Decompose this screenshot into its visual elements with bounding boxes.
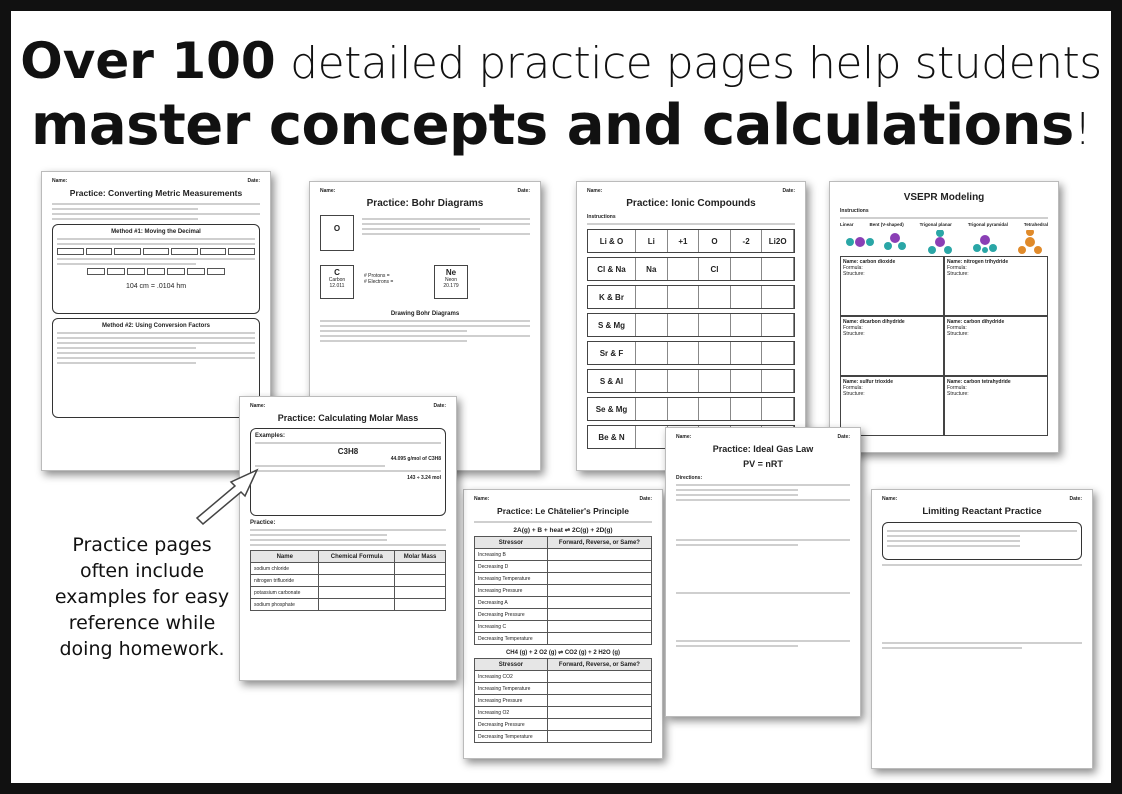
element-symbol: Ne: [445, 268, 457, 277]
elements-cell: S & Mg: [588, 314, 636, 336]
table-cell: Decreasing Pressure: [475, 609, 548, 621]
structure-label: Structure:: [843, 271, 865, 277]
table-cell: Decreasing A: [475, 597, 548, 609]
answer-text: 104 cm = .0104 hm: [125, 283, 187, 290]
headline-light-1: detailed practice pages help students: [290, 38, 1102, 89]
anion-cell: O: [699, 230, 731, 252]
table-cell: Increasing Pressure: [475, 585, 548, 597]
ionic-row: [587, 313, 795, 337]
example-result: 143 ÷ 3.24 mol: [407, 475, 441, 481]
element-symbol: C: [334, 268, 340, 277]
date-label: Date:: [639, 496, 652, 502]
equation-text: 2A(g) + B + heat ⇌ 2C(g) + 2D(g): [513, 527, 613, 534]
cation-cell: Na: [636, 258, 668, 280]
equation-text: PV = nRT: [743, 459, 783, 469]
compound-name: Name: carbon dihydride: [947, 319, 1005, 325]
charge-cell: +1: [668, 230, 700, 252]
element-name: Neon: [445, 277, 457, 283]
table-cell: Decreasing Temperature: [475, 731, 548, 743]
table-cell: Decreasing Pressure: [475, 719, 548, 731]
page-title: Practice: Calculating Molar Mass: [277, 413, 419, 423]
col-header: Forward, Reverse, or Same?: [547, 537, 651, 549]
structure-label: Structure:: [947, 331, 969, 337]
examples-label: Examples:: [255, 433, 286, 439]
page-metric: [41, 171, 271, 471]
elements-cell: K & Br: [588, 286, 636, 308]
shape-label: Tetrahedral: [1023, 222, 1048, 227]
anion-cell: Cl: [699, 258, 731, 280]
table-cell: sodium phosphate: [251, 599, 319, 611]
formula-label: Formula:: [843, 325, 863, 331]
molecule-models-icon: [840, 230, 1048, 254]
page-title: Practice: Ideal Gas Law: [712, 444, 814, 454]
page-title: Practice: Bohr Diagrams: [366, 198, 484, 209]
page-title: VSEPR Modeling: [903, 192, 985, 203]
headline-exclaim: !: [1073, 104, 1091, 155]
cation-cell: Li: [636, 230, 668, 252]
name-label: Name:: [676, 434, 692, 440]
compound-name: Name: carbon tetrahydride: [947, 379, 1011, 385]
page-vsepr: [829, 181, 1059, 453]
ionic-row: [587, 229, 795, 253]
table-cell: Increasing C: [475, 621, 548, 633]
instructions-label: Instructions: [587, 214, 616, 220]
page-le-chatelier: [463, 489, 663, 759]
page-ideal-gas: [665, 427, 861, 717]
table-cell: Decreasing D: [475, 561, 548, 573]
method2-title: Method #2: Using Conversion Factors: [101, 323, 210, 329]
elements-cell: S & Al: [588, 370, 636, 392]
elements-cell: Se & Mg: [588, 398, 636, 420]
structure-label: Structure:: [843, 331, 865, 337]
table-cell: Increasing Pressure: [475, 695, 548, 707]
table-cell: Increasing Temperature: [475, 573, 548, 585]
col-header: Molar Mass: [395, 551, 446, 563]
ionic-row: [587, 285, 795, 309]
col-header: Stressor: [475, 537, 548, 549]
name-label: Name:: [320, 188, 336, 194]
name-label: Name:: [250, 403, 266, 409]
ionic-table: [587, 229, 795, 449]
electrons-label: # Electrons =: [364, 279, 394, 285]
instructions-label: Instructions: [840, 208, 869, 214]
page-molar-mass: [239, 396, 457, 681]
col-header: Stressor: [475, 659, 548, 671]
stressor-table-2: [474, 658, 652, 743]
practice-label: Practice:: [250, 520, 276, 526]
col-header: Name: [251, 551, 319, 563]
protons-label: # Protons =: [364, 273, 390, 279]
shape-label: Trigonal pyramidal: [967, 222, 1008, 227]
date-label: Date:: [1069, 496, 1082, 502]
structure-label: Structure:: [947, 391, 969, 397]
formula-label: Formula:: [947, 325, 967, 331]
molar-table: [250, 550, 446, 611]
page-limiting-reactant: [871, 489, 1093, 769]
elements-cell: Sr & F: [588, 342, 636, 364]
date-label: Date:: [517, 188, 530, 194]
page-bohr: Name: Date: Practice: Bohr Diagrams O C Carbon 12.011 # Protons = # Electrons = Ne Neon 20.179 Drawing Bohr Diagrams: [309, 181, 541, 471]
shape-label: Linear: [840, 222, 854, 227]
pointer-arrow-icon: [191, 456, 271, 526]
table-cell: Increasing Temperature: [475, 683, 548, 695]
formula-label: Formula:: [843, 385, 863, 391]
element-name: Carbon: [328, 277, 346, 283]
equation-text: CH4 (g) + 2 O2 (g) ⇌ CO2 (g) + 2 H2O (g): [505, 650, 621, 656]
table-cell: Increasing CO2: [475, 671, 548, 683]
headline-bold-1: Over 100: [20, 32, 276, 90]
stressor-table-1: [474, 536, 652, 645]
formula-label: Formula:: [843, 265, 863, 271]
compound-name: Name: nitrogen trihydride: [947, 259, 1009, 265]
ionic-row: [587, 341, 795, 365]
directions-label: Directions:: [676, 475, 703, 481]
vsepr-grid: [840, 256, 1048, 436]
ionic-row: [587, 257, 795, 281]
page-title: Limiting Reactant Practice: [922, 506, 1042, 517]
shape-label: Bent (V-shaped): [869, 222, 904, 227]
elements-cell: Li & O: [588, 230, 636, 252]
col-header: Forward, Reverse, or Same?: [547, 659, 651, 671]
ionic-row: [587, 397, 795, 421]
date-label: Date:: [782, 188, 795, 194]
structure-label: Structure:: [843, 391, 865, 397]
compound-cell: Li2O: [762, 230, 794, 252]
formula-label: Formula:: [947, 385, 967, 391]
element-mass: 20.179: [443, 283, 459, 289]
headline-bold-2: master concepts and calculations: [31, 93, 1074, 158]
headline-line-2: [11, 93, 1111, 158]
table-cell: Increasing O2: [475, 707, 548, 719]
table-cell: potassium carbonate: [251, 587, 319, 599]
page-title: Practice: Ionic Compounds: [626, 198, 756, 209]
compound-name: Name: dicarbon dihydride: [843, 319, 905, 325]
date-label: Date:: [433, 403, 446, 409]
method1-title: Method #1: Moving the Decimal: [111, 229, 201, 235]
ionic-row: [587, 369, 795, 393]
caption-text: Practice pages often include examples for easy reference while doing homework.: [54, 534, 230, 660]
name-label: Name:: [52, 178, 68, 184]
table-cell: nitrogen trifluoride: [251, 575, 319, 587]
col-header: Chemical Formula: [319, 551, 395, 563]
page-title: Practice: Converting Metric Measurements: [69, 188, 243, 198]
element-mass: 12.011: [329, 283, 345, 289]
formula-text: C3H8: [337, 447, 359, 456]
date-label: Date:: [247, 178, 260, 184]
compound-name: Name: carbon dioxide: [843, 259, 896, 265]
example-result: 44.095 g/mol of C3H8: [390, 456, 441, 462]
shape-label: Trigonal planar: [919, 222, 952, 227]
formula-label: Formula:: [947, 265, 967, 271]
name-label: Name:: [587, 188, 603, 194]
date-label: Date:: [837, 434, 850, 440]
table-cell: Decreasing Temperature: [475, 633, 548, 645]
structure-label: Structure:: [947, 271, 969, 277]
section-title: Drawing Bohr Diagrams: [390, 311, 460, 317]
table-cell: Increasing B: [475, 549, 548, 561]
compound-name: Name: sulfur trioxide: [843, 379, 894, 385]
page-title: Practice: Le Châtelier's Principle: [497, 506, 629, 516]
elements-cell: Be & N: [588, 426, 636, 448]
headline-line-1: [11, 32, 1111, 90]
name-label: Name:: [474, 496, 490, 502]
name-label: Name:: [882, 496, 898, 502]
table-cell: sodium chloride: [251, 563, 319, 575]
charge-cell: -2: [731, 230, 763, 252]
elements-cell: Cl & Na: [588, 258, 636, 280]
